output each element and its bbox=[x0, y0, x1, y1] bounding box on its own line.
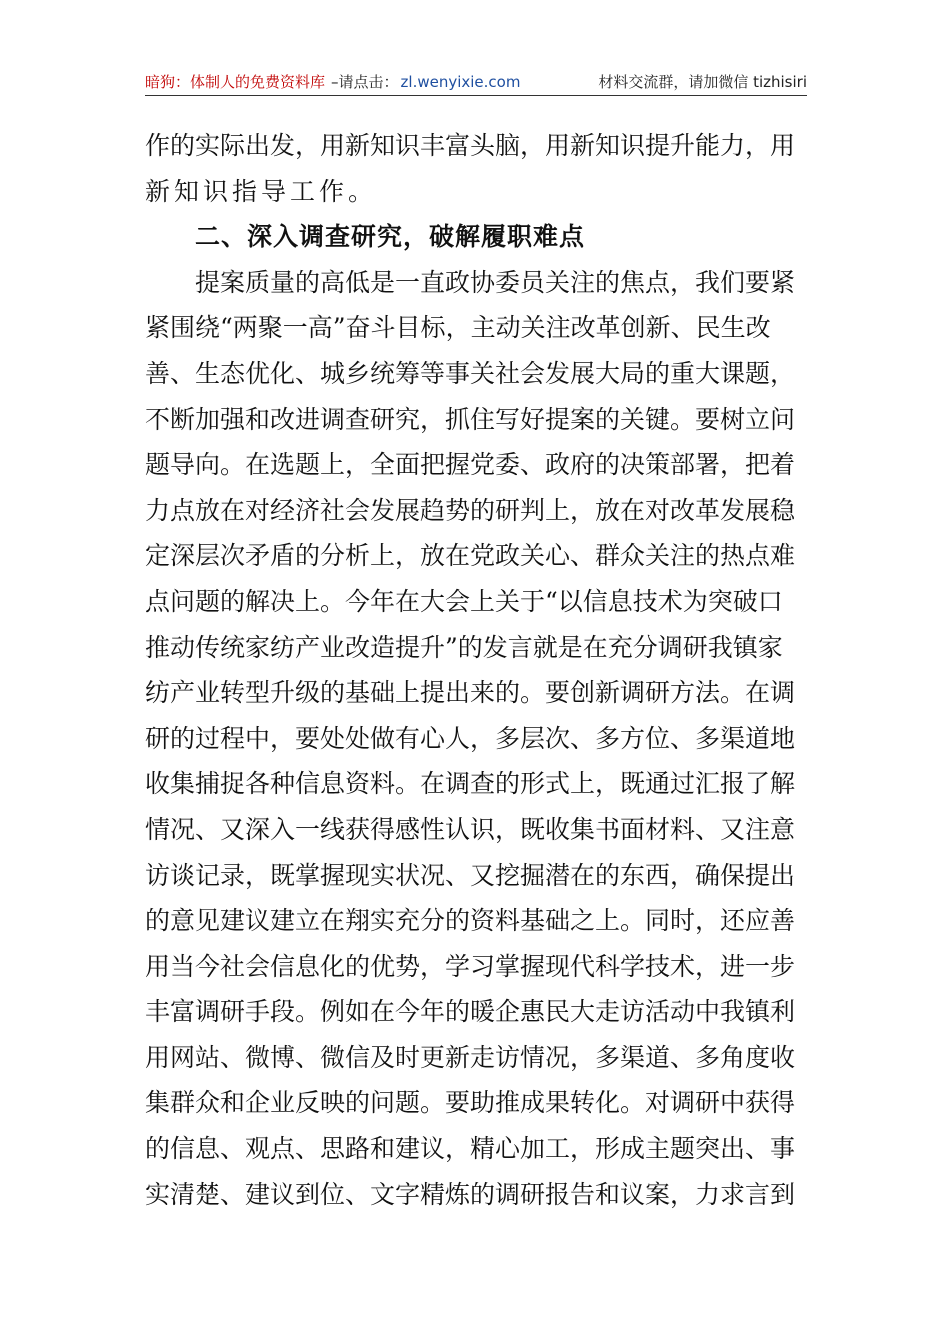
page-header bbox=[145, 70, 807, 94]
body-line-13: 纺产业转型升级的基础上提出来的。要创新调研方法。在调 bbox=[145, 678, 796, 708]
header-prompt-text: –请点击： bbox=[331, 73, 399, 91]
body-line-18: 的意见建议建立在翔实充分的资料基础之上。同时，还应善 bbox=[145, 906, 796, 936]
header-contact-text: 材料交流群，请加微信 tizhisiri bbox=[598, 73, 807, 91]
body-line-20: 丰富调研手段。例如在今年的暖企惠民大走访活动中我镇利 bbox=[145, 997, 796, 1027]
body-line-2: 新知识指导工作。 bbox=[145, 176, 378, 206]
header-left-group bbox=[145, 70, 520, 94]
body-line-19: 用当今社会信息化的优势，学习掌握现代科学技术，进一步 bbox=[145, 951, 796, 981]
body-line-6: 善、生态优化、城乡统筹等事关社会发展大局的重大课题， bbox=[145, 358, 796, 388]
header-divider bbox=[145, 95, 807, 96]
body-line-21: 用网站、微博、微信及时更新走访情况，多渠道、多角度收 bbox=[145, 1042, 796, 1072]
body-line-15: 收集捕捉各种信息资料。在调查的形式上，既通过汇报了解 bbox=[145, 769, 796, 799]
body-line-4: 提案质量的高低是一直政协委员关注的焦点，我们要紧 bbox=[195, 267, 796, 297]
body-line-14: 研的过程中，要处处做有心人，多层次、多方位、多渠道地 bbox=[145, 723, 796, 753]
body-line-22: 集群众和企业反映的问题。要助推成果转化。对调研中获得 bbox=[145, 1088, 796, 1118]
body-line-9: 力点放在对经济社会发展趋势的研判上，放在对改革发展稳 bbox=[145, 495, 796, 525]
header-brand-text: 暗狗：体制人的免费资料库 bbox=[145, 73, 326, 91]
body-line-24: 实清楚、建议到位、文字精炼的调研报告和议案，力求言到 bbox=[145, 1179, 796, 1209]
header-website-link[interactable]: zl.wenyixie.com bbox=[400, 73, 521, 91]
body-line-1: 作的实际出发，用新知识丰富头脑，用新知识提升能力，用 bbox=[145, 131, 796, 160]
section-heading: 二、深入调查研究，破解履职难点 bbox=[195, 222, 586, 252]
body-line-17: 访谈记录，既掌握现实状况、又挖掘潜在的东西，确保提出 bbox=[145, 860, 796, 890]
document-body bbox=[145, 123, 809, 1217]
body-line-8: 题导向。在选题上，全面把握党委、政府的决策部署，把着 bbox=[145, 450, 796, 480]
body-line-10: 定深层次矛盾的分析上，放在党政关心、群众关注的热点难 bbox=[145, 541, 796, 571]
body-line-23: 的信息、观点、思路和建议，精心加工，形成主题突出、事 bbox=[145, 1134, 796, 1164]
body-line-5: 紧围绕“两聚一高”奋斗目标，主动关注改革创新、民生改 bbox=[145, 313, 771, 343]
body-line-16: 情况、又深入一线获得感性认识，既收集书面材料、又注意 bbox=[145, 814, 796, 844]
body-line-7: 不断加强和改进调查研究，抓住写好提案的关键。要树立问 bbox=[145, 404, 796, 434]
body-line-12: 推动传统家纺产业改造提升”的发言就是在充分调研我镇家 bbox=[145, 632, 783, 662]
body-line-11: 点问题的解决上。今年在大会上关于“以信息技术为突破口 bbox=[145, 586, 783, 616]
